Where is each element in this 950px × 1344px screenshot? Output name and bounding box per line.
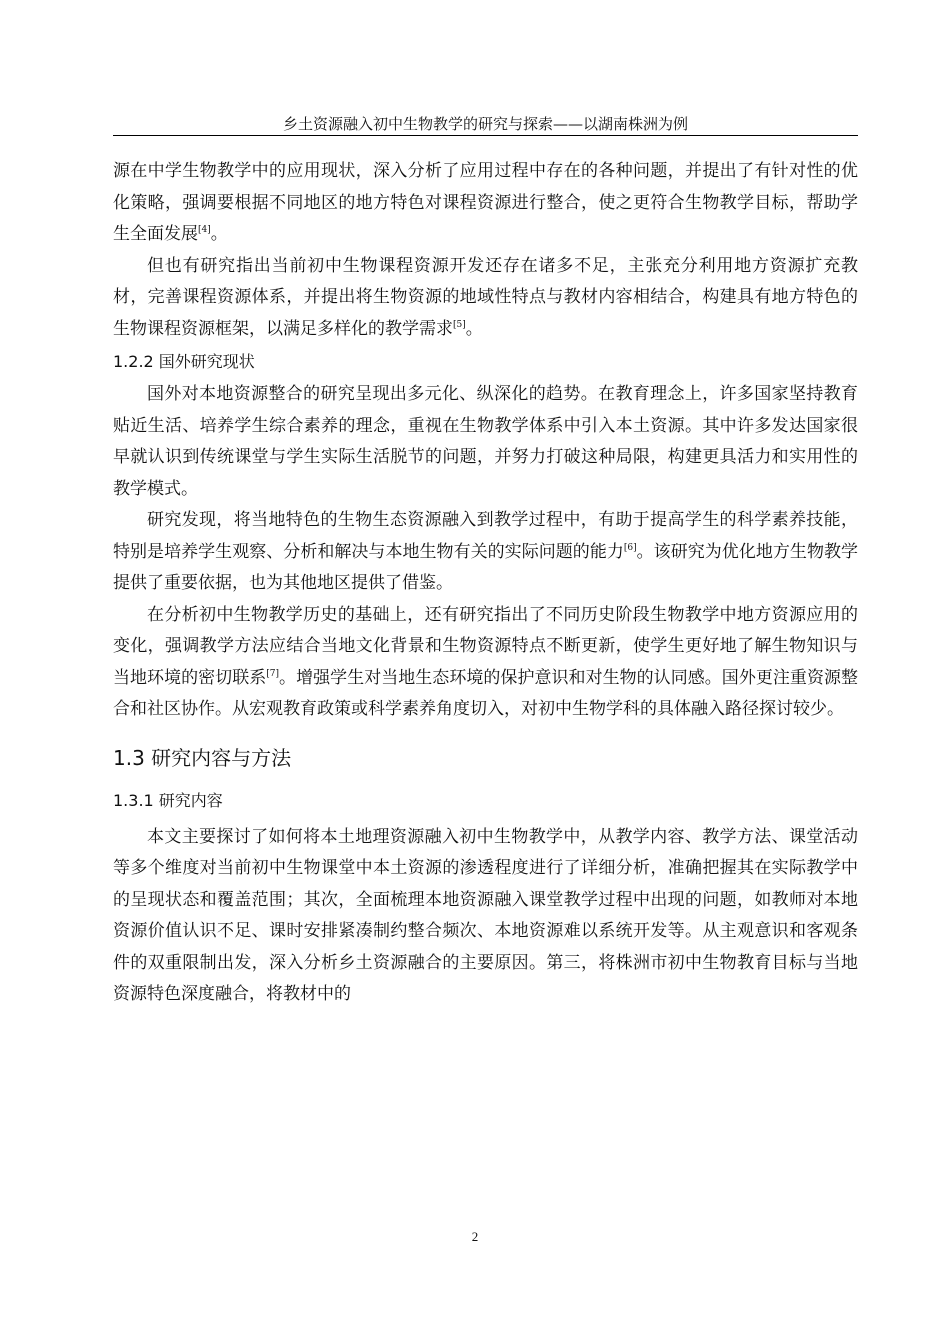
paragraph-1-tail: 。 (210, 224, 228, 244)
paragraph-6: 本文主要探讨了如何将本土地理资源融入初中生物教学中，从教学内容、教学方法、课堂活动等多个维度对当前初中生物课堂中本土资源的渗透程度进行了详细分析，准确把握其在实际教学中的呈现状态和覆盖范围；其次，全面梳理本地资源融入课堂教学过程中出现的问题，如教师对本地资源价值认识不足、课时安排紧凑制约整合频次、本地资源难以系统开发等。从主观意识和客观条件的双重限制出发，深入分析乡土资源融合的主要原因。第三，将株洲市初中生物教育目标与当地资源特色深度融合，将教材中的 (113, 826, 858, 1004)
header-rule (113, 135, 858, 136)
paragraph-5 (113, 600, 858, 726)
heading-1-3-1: 1.3.1 研究内容 (113, 790, 223, 810)
page-body (113, 156, 858, 1011)
paragraph-5-tail: 。增强学生对当地生态环境的保护意识和对生物的认同感。国外更注重资源整合和社区协作。从宏观教育政策或科学素养角度切入，对初中生物学科的具体融入路径探讨较少。 (113, 667, 859, 719)
citation-5: [5] (453, 319, 466, 330)
paragraph-4 (113, 505, 858, 600)
citation-7: [7] (266, 668, 280, 679)
heading-1-3: 1.3 研究内容与方法 (113, 745, 292, 770)
paragraph-2 (113, 251, 858, 346)
paragraph-1-text: 源在中学生物教学中的应用现状，深入分析了应用过程中存在的各种问题，并提出了有针对性的优化策略，强调要根据不同地区的地方特色对课程资源进行整合，使之更符合生物教学目标，帮助学生全面发展 (113, 161, 858, 244)
paragraph-4-tail: 。该研究为优化地方生物教学提供了重要依据，也为其他地区提供了借鉴。 (113, 541, 859, 593)
paragraph-3: 国外对本地资源整合的研究呈现出多元化、纵深化的趋势。在教育理念上，许多国家坚持教育贴近生活、培养学生综合素养的理念，重视在生物教学体系中引入本土资源。其中许多发达国家很早就认识到传统课堂与学生实际生活脱节的问题，并努力打破这种局限，构建更具活力和实用性的教学模式。 (113, 384, 858, 499)
citation-4: [4] (198, 225, 211, 235)
heading-1-2-2: 1.2.2 国外研究现状 (113, 352, 255, 371)
paragraph-4-text: 研究发现，将当地特色的生物生态资源融入到教学过程中，有助于提高学生的科学素养技能，特别是培养学生观察、分析和解决与本地生物有关的实际问题的能力 (113, 510, 858, 562)
paragraph-5-text: 在分析初中生物教学历史的基础上，还有研究指出了不同历史阶段生物教学中地方资源应用的变化，强调教学方法应结合当地文化背景和生物资源特点不断更新，使学生更好地了解生物知识与当地环境的密切联系 (113, 604, 858, 688)
paragraph-1 (113, 156, 858, 251)
paragraph-2-text: 但也有研究指出当前初中生物课程资源开发还存在诸多不足，主张充分利用地方资源扩充教材，完善课程资源体系，并提出将生物资源的地域性特点与教材内容相结合，构建具有地方特色的生物课程资源框架，以满足多样化的教学需求 (113, 255, 858, 339)
page-number: 2 (471, 1229, 479, 1244)
citation-6: [6] (623, 542, 637, 553)
paragraph-2-tail: 。 (465, 318, 483, 339)
running-header: 乡土资源融入初中生物教学的研究与探索——以湖南株洲为例 (282, 115, 688, 133)
